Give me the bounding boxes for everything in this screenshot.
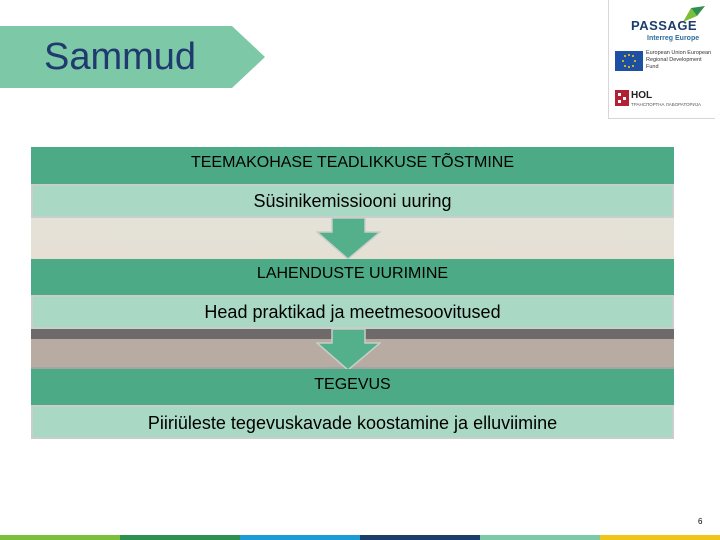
partner-logos (608, 0, 715, 119)
step-3-detail: Piiriüleste tegevuskavade koostamine ja elluviimine (31, 405, 674, 439)
step-1-heading: TEEMAKOHASE TEADLIKKUSE TÕSTMINE (31, 147, 674, 185)
eu-flag-icon (615, 51, 643, 71)
step-2-arrow-icon (316, 329, 381, 371)
hol-logo: HOL (631, 90, 653, 101)
passage-logo: PASSAGE (631, 18, 698, 33)
hol-subtitle: ТРАНСПОРТНА ЛАБОРАТОРИЈА (631, 102, 701, 107)
hol-shield-icon (615, 90, 629, 106)
step-1-detail: Süsinikemissiooni uuring (31, 184, 674, 218)
eu-label: European Union European Regional Development Fund (646, 50, 712, 70)
interreg-label: Interreg Europe (647, 35, 700, 42)
step-2-detail: Head praktikad ja meetmesoovitused (31, 295, 674, 329)
page-title: Sammud (44, 36, 197, 78)
step-1-arrow-icon (316, 218, 381, 260)
step-3-heading: TEGEVUS (31, 369, 674, 405)
step-2-heading: LAHENDUSTE UURIMINE (31, 259, 674, 295)
footer-stripe (0, 535, 720, 540)
page-number: 6 (698, 517, 703, 526)
